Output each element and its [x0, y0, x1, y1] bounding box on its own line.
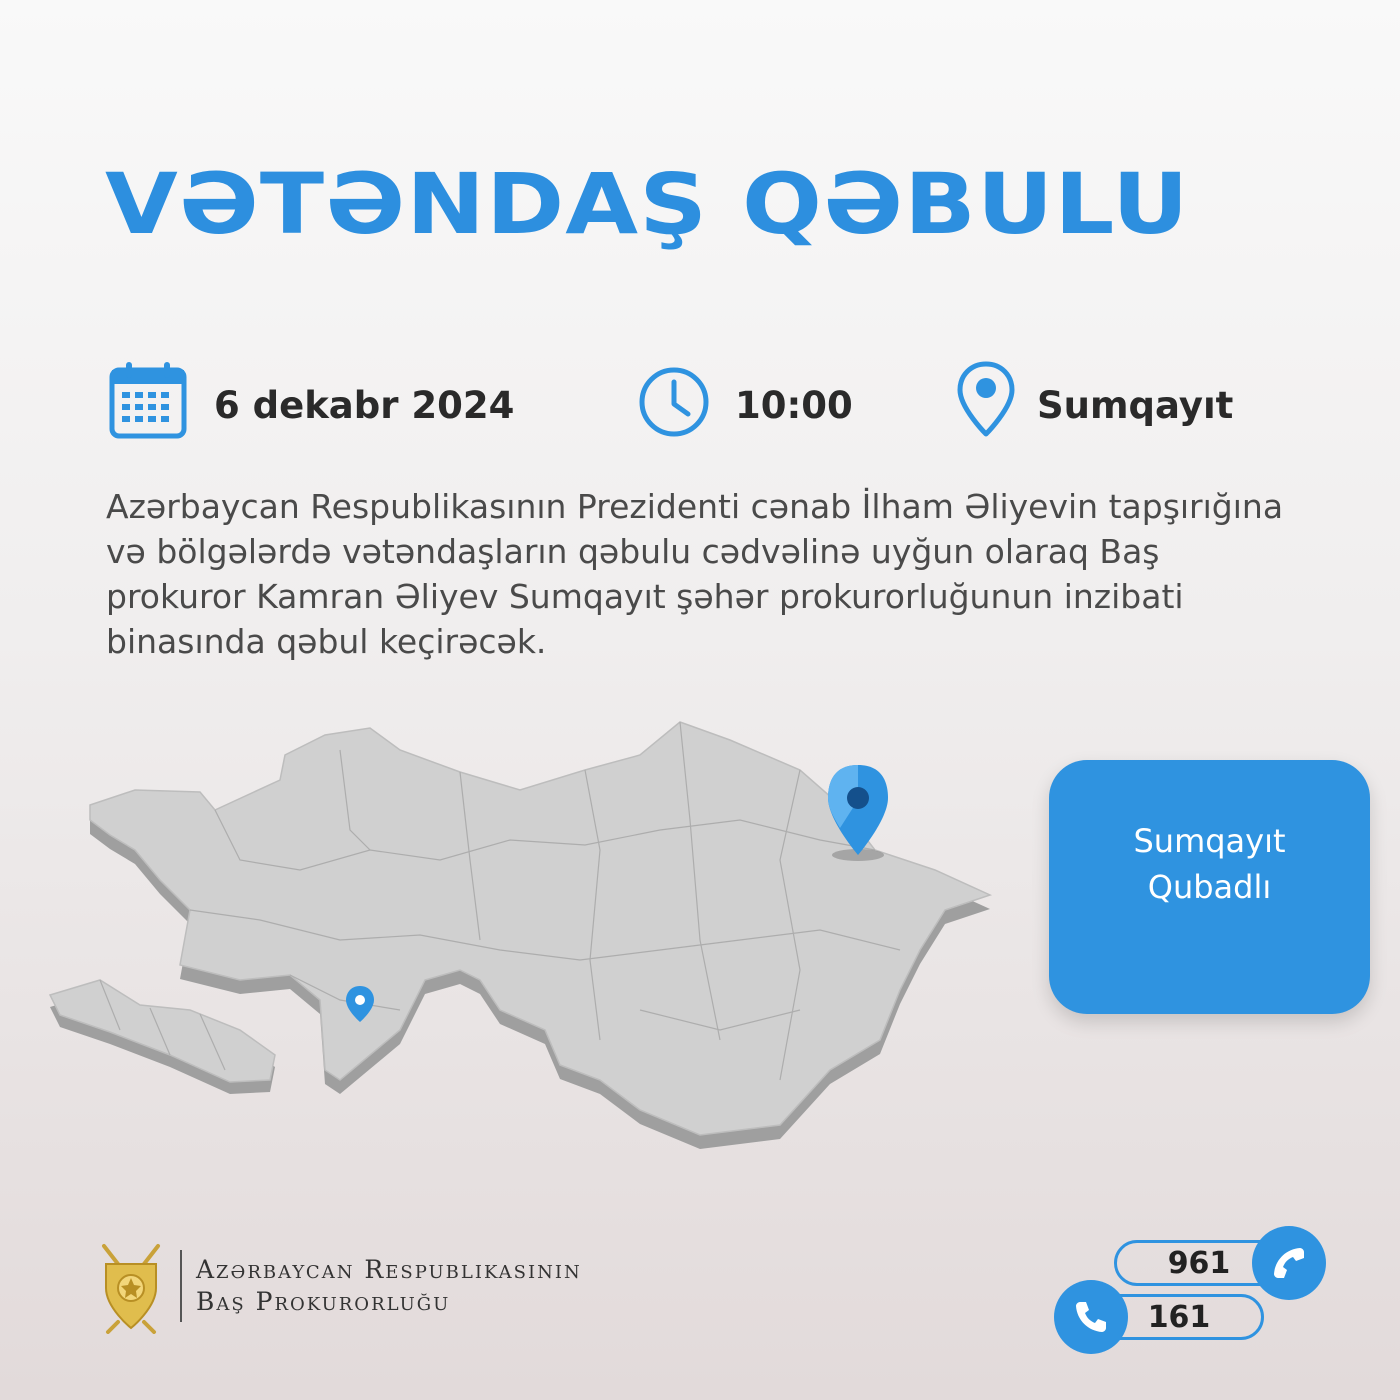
- clock-icon: [638, 366, 710, 438]
- location-pin-icon: [956, 360, 1016, 440]
- hotline-161-number: 161: [1147, 1299, 1211, 1335]
- date-text: 6 dekabr 2024: [214, 384, 515, 427]
- phone-icon: [1071, 1297, 1111, 1337]
- city-name-sumqayit: Sumqayıt: [1133, 822, 1286, 860]
- city-name-qubadli: Qubadlı: [1147, 868, 1272, 906]
- org-name-line2: Baş Prokurorluğu: [196, 1287, 451, 1316]
- city-list-card: [1049, 760, 1370, 1014]
- org-name-line1: Azərbaycan Respublikasının: [196, 1255, 582, 1284]
- phone-icon-1: [1252, 1226, 1326, 1300]
- page-title: VƏTƏNDAŞ QƏBULU: [105, 155, 1190, 253]
- announcement-text: Azərbaycan Respublikasının Prezidenti cənab İlham Əliyevin tapşırığına və bölgələrdə vətəndaşların qəbulu cədvəlinə uyğun olaraq Baş prokuror Kamran Əliyev Sumqayıt şəhər prokurorluğunun inzibati binasında qəbul keçirəcək.: [106, 487, 1284, 661]
- logo-divider: [180, 1250, 182, 1322]
- time-text: 10:00: [735, 384, 853, 427]
- phone-icon: [1269, 1243, 1309, 1283]
- location-text: Sumqayıt: [1037, 384, 1234, 427]
- prosecutor-emblem-logo: [98, 1242, 164, 1334]
- phone-icon-2: [1054, 1280, 1128, 1354]
- azerbaijan-map: [40, 710, 1000, 1150]
- hotline-961-number: 961: [1167, 1245, 1231, 1281]
- calendar-icon: [108, 360, 188, 440]
